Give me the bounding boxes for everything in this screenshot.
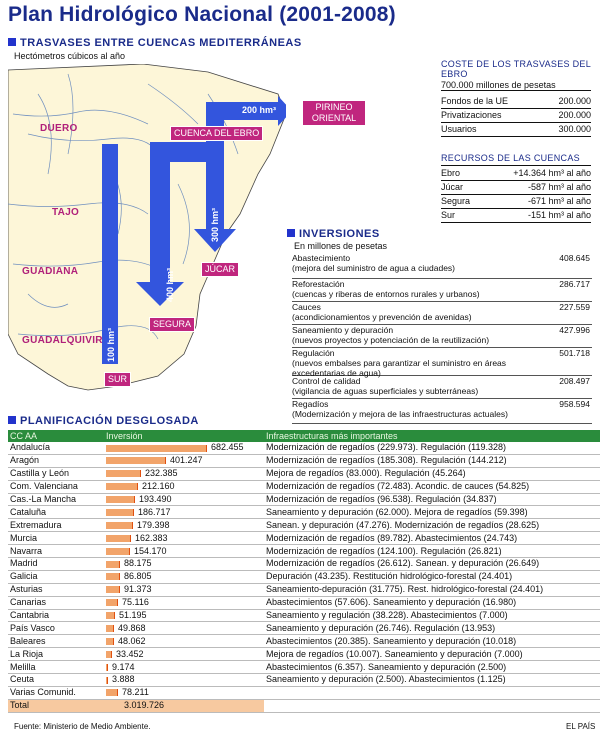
box-jucar: JÚCAR <box>201 262 239 277</box>
inversion-cell <box>104 558 264 571</box>
recursos-label: Ebro <box>441 168 461 178</box>
inversion-bar <box>106 548 130 555</box>
square-bullet-icon <box>8 416 16 424</box>
inversion-cell <box>104 583 264 596</box>
inversion-value: 682.455 <box>211 442 244 453</box>
table-row <box>8 583 600 596</box>
inversion-cell <box>104 635 264 648</box>
col-header-inversion: Inversión <box>104 430 264 442</box>
coste-value: 300.000 <box>558 124 591 134</box>
inversion-bar <box>106 509 134 516</box>
inversion-bar <box>106 445 207 452</box>
ccaa-cell: Melilla <box>8 661 104 674</box>
coste-value: 200.000 <box>558 110 591 120</box>
inversion-value: 212.160 <box>142 481 175 492</box>
ccaa-cell: Ceuta <box>8 674 104 687</box>
infra-cell: Modernización de regadíos (124.100). Regulación (26.821) <box>264 545 600 558</box>
table-row <box>8 609 600 622</box>
ccaa-cell: Murcia <box>8 532 104 545</box>
coste-row <box>441 123 591 137</box>
table-row <box>8 661 600 674</box>
table-row <box>8 454 600 467</box>
inversion-row <box>292 348 592 376</box>
recursos-row <box>441 181 591 195</box>
table-row <box>8 635 600 648</box>
infra-cell: Mejora de regadíos (83.000). Regulación (45.264) <box>264 467 600 480</box>
inversion-cell <box>104 661 264 674</box>
table-row <box>8 558 600 571</box>
inversion-value: 179.398 <box>137 519 170 530</box>
inversion-value: 49.868 <box>118 622 146 633</box>
infra-cell: Abastecimientos (57.606). Saneamiento y depuración (16.980) <box>264 596 600 609</box>
infra-cell: Abastecimientos (6.357). Saneamiento y depuración (2.500) <box>264 661 600 674</box>
inversion-row <box>292 399 592 424</box>
recursos-row <box>441 167 591 181</box>
recursos-title: RECURSOS DE LAS CUENCAS <box>441 153 591 166</box>
river-label-tajo: TAJO <box>52 207 80 218</box>
total-label: Total <box>8 699 104 712</box>
inversiones-unit: En millones de pesetas <box>294 241 388 251</box>
inversion-cell <box>104 596 264 609</box>
inversion-cell <box>104 442 264 454</box>
infra-cell: Saneamiento y depuración (2.500). Abastecimientos (1.125) <box>264 674 600 687</box>
inversion-bar <box>106 677 108 684</box>
infra-cell: Modernización de regadíos (26.612). Sanean. y depuración (26.649) <box>264 558 600 571</box>
recursos-label: Júcar <box>441 182 464 192</box>
coste-value: 200.000 <box>558 96 591 106</box>
total-empty-cell <box>264 699 600 712</box>
source-note: Fuente: Ministerio de Medio Ambiente. <box>14 722 151 731</box>
ccaa-cell: Andalucía <box>8 442 104 454</box>
coste-row <box>441 109 591 123</box>
inversion-desc: (vigilancia de aguas superficiales y subterráneas) <box>292 386 479 396</box>
inversion-cell <box>104 622 264 635</box>
infra-cell: Saneamiento y depuración (26.746). Regulación (13.953) <box>264 622 600 635</box>
flow-label-sur: 100 hm³ <box>106 327 116 362</box>
table-row <box>8 648 600 661</box>
inversion-value: 227.559 <box>559 302 590 312</box>
river-label-guadalquivir: GUADALQUIVIR <box>22 335 103 346</box>
inversion-bar <box>106 561 120 568</box>
coste-subtitle: 700.000 millones de pesetas <box>441 80 591 91</box>
table-row <box>8 532 600 545</box>
inversion-value: 86.805 <box>124 571 152 582</box>
recursos-row <box>441 195 591 209</box>
unit-label: Hectómetros cúbicos al año <box>14 51 126 61</box>
inversion-cell <box>104 519 264 532</box>
inversion-cell <box>104 674 264 687</box>
infra-cell: Modernización de regadíos (89.782). Abastecimientos (24.743) <box>264 532 600 545</box>
inversion-value: 186.717 <box>138 506 171 517</box>
inversion-label: Regulación <box>292 348 335 358</box>
inversion-row <box>292 325 592 348</box>
col-header-infra: Infraestructuras más importantes <box>264 430 600 442</box>
inversion-cell <box>104 545 264 558</box>
inversion-value: 88.175 <box>124 558 152 569</box>
inversion-value: 286.717 <box>559 279 590 289</box>
infra-cell: Saneamiento-depuración (31.775). Rest. hidrológico-forestal (24.401) <box>264 583 600 596</box>
inversion-value: 958.594 <box>559 399 590 409</box>
ccaa-cell: Baleares <box>8 635 104 648</box>
recursos-value: +14.364 hm³ al año <box>513 168 591 178</box>
inversion-cell <box>104 493 264 506</box>
inversion-value: 75.116 <box>122 597 149 608</box>
coste-label: Usuarios <box>441 124 477 134</box>
inversion-row <box>292 279 592 302</box>
coste-title: COSTE DE LOS TRASVASES DEL EBRO <box>441 59 591 79</box>
inversion-value: 78.211 <box>122 687 149 698</box>
infra-cell: Abastecimientos (20.385). Saneamiento y depuración (10.018) <box>264 635 600 648</box>
box-segura: SEGURA <box>149 317 195 332</box>
ccaa-cell: País Vasco <box>8 622 104 635</box>
table-row <box>8 686 600 699</box>
inversion-row <box>292 376 592 399</box>
inversion-value: 401.247 <box>170 455 203 466</box>
square-bullet-icon <box>287 229 295 237</box>
inversion-desc: (nuevos embalses para garantizar el suministro en áreas excedentarias de agua) <box>292 358 507 378</box>
section-trasvases-label: TRASVASES ENTRE CUENCAS MEDITERRÁNEAS <box>20 37 302 49</box>
coste-label: Fondos de la UE <box>441 96 509 106</box>
inversion-row <box>292 253 592 279</box>
inversion-value: 91.373 <box>124 584 152 595</box>
inversion-desc: (Modernización y mejora de las infraestructuras actuales) <box>292 409 508 419</box>
inversion-cell <box>104 686 264 699</box>
ccaa-cell: Madrid <box>8 558 104 571</box>
inversion-desc: (cuencas y riberas de entornos rurales y urbanos) <box>292 289 480 299</box>
ccaa-cell: Aragón <box>8 454 104 467</box>
coste-panel <box>441 59 591 137</box>
table-row <box>8 519 600 532</box>
inversion-cell <box>104 467 264 480</box>
inversion-bar <box>106 470 141 477</box>
ccaa-cell: Varias Comunid. <box>8 686 104 699</box>
planificacion-table <box>8 430 600 713</box>
inversion-desc: (acondicionamientos y prevención de avenidas) <box>292 312 472 322</box>
table-row <box>8 570 600 583</box>
inversion-value: 33.452 <box>116 648 144 659</box>
inversion-bar <box>106 625 114 632</box>
inversion-label: Regadíos <box>292 399 329 409</box>
infra-cell: Modernización de regadíos (185.308). Regulación (144.212) <box>264 454 600 467</box>
inversion-bar <box>106 651 112 658</box>
inversion-value: 193.490 <box>139 494 172 504</box>
infra-cell: Depuración (43.235). Restitución hidrológico-forestal (24.401) <box>264 570 600 583</box>
inversion-label: Abastecimiento <box>292 253 351 263</box>
table-row <box>8 493 600 506</box>
inversion-label: Control de calidad <box>292 376 361 386</box>
inversion-value: 427.996 <box>559 325 590 335</box>
recursos-label: Sur <box>441 210 456 220</box>
inversion-bar <box>106 522 133 529</box>
recursos-value: -151 hm³ al año <box>527 210 591 220</box>
inversion-bar <box>106 638 114 645</box>
infra-cell: Mejora de regadíos (10.007). Saneamiento y depuración (7.000) <box>264 648 600 661</box>
inversion-cell <box>104 609 264 622</box>
table-header-row <box>8 430 600 442</box>
inversion-bar <box>106 457 166 464</box>
section-planificacion-title <box>8 415 199 427</box>
inversion-cell <box>104 480 264 493</box>
table-row <box>8 596 600 609</box>
recursos-panel <box>441 153 591 223</box>
inversion-desc: (nuevos proyectos y potenciación de la reutilización) <box>292 335 490 345</box>
ccaa-cell: Canarias <box>8 596 104 609</box>
col-header-ccaa: CC AA <box>8 430 104 442</box>
inversion-bar <box>106 573 120 580</box>
inversion-value: 501.718 <box>559 348 590 358</box>
recursos-row <box>441 209 591 223</box>
section-inversiones-label: INVERSIONES <box>299 228 380 240</box>
infra-cell: Saneamiento y regulación (38.228). Abastecimientos (7.000) <box>264 609 600 622</box>
inversion-value: 48.062 <box>118 635 146 646</box>
section-planificacion-label: PLANIFICACIÓN DESGLOSADA <box>20 415 199 427</box>
inversion-bar <box>106 535 131 542</box>
inversion-value: 154.170 <box>134 545 167 556</box>
inversion-row <box>292 302 592 325</box>
recursos-value: -587 hm³ al año <box>527 182 591 192</box>
ccaa-cell: Galicia <box>8 570 104 583</box>
square-bullet-icon <box>8 38 16 46</box>
inversion-value: 3.888 <box>112 674 135 685</box>
box-sur: SUR <box>104 372 131 387</box>
table-row <box>8 506 600 519</box>
box-cuenca-ebro: CUENCA DEL EBRO <box>170 126 263 141</box>
ccaa-cell: Navarra <box>8 545 104 558</box>
inversion-cell <box>104 532 264 545</box>
ccaa-cell: Extremadura <box>8 519 104 532</box>
table-row <box>8 545 600 558</box>
ccaa-cell: Asturias <box>8 583 104 596</box>
inversion-cell <box>104 570 264 583</box>
inversion-bar <box>106 664 108 671</box>
infra-cell: Modernización de regadíos (72.483). Acondic. de cauces (54.825) <box>264 480 600 493</box>
ccaa-cell: Cantabria <box>8 609 104 622</box>
ccaa-cell: Com. Valenciana <box>8 480 104 493</box>
inversion-value: 232.385 <box>145 468 178 479</box>
inversion-value: 208.497 <box>559 376 590 386</box>
page-title: Plan Hidrológico Nacional (2001-2008) <box>8 3 396 26</box>
coste-label: Privatizaciones <box>441 110 502 120</box>
inversion-value: 162.383 <box>135 532 168 543</box>
flow-label-jucar: 300 hm³ <box>210 207 220 242</box>
total-value: 3.019.726 <box>104 699 264 712</box>
box-pirineo-oriental: PIRINEO ORIENTAL <box>302 100 366 126</box>
ccaa-cell: Castilla y León <box>8 467 104 480</box>
credit-label: EL PAÍS <box>566 722 596 731</box>
section-inversiones-title <box>287 228 380 240</box>
inversion-value: 9.174 <box>112 661 135 672</box>
inversion-cell <box>104 454 264 467</box>
table-row <box>8 674 600 687</box>
inversion-value: 51.195 <box>119 610 147 621</box>
inversion-value: 408.645 <box>559 253 590 263</box>
recursos-label: Segura <box>441 196 471 206</box>
inversion-bar <box>106 612 115 619</box>
flow-label-segura: 400 hm³ <box>165 267 175 302</box>
recursos-value: -671 hm³ al año <box>527 196 591 206</box>
inversion-bar <box>106 689 118 696</box>
inversion-bar <box>106 586 120 593</box>
table-row <box>8 442 600 454</box>
table-row <box>8 467 600 480</box>
inversion-bar <box>106 599 118 606</box>
inversion-cell <box>104 648 264 661</box>
infra-cell: Sanean. y depuración (47.276). Modernización de regadíos (28.625) <box>264 519 600 532</box>
inversion-label: Saneamiento y depuración <box>292 325 394 335</box>
inversion-label: Cauces <box>292 302 321 312</box>
inversion-desc: (mejora del suministro de agua a ciudades) <box>292 263 456 273</box>
river-label-guadiana: GUADIANA <box>22 266 79 277</box>
ccaa-cell: La Rioja <box>8 648 104 661</box>
flow-label-pirineo: 200 hm³ <box>242 105 277 115</box>
coste-row <box>441 95 591 109</box>
inversion-cell <box>104 506 264 519</box>
section-trasvases-title <box>8 37 302 49</box>
ccaa-cell: Cas.-La Mancha <box>8 493 104 506</box>
table-row <box>8 622 600 635</box>
total-row <box>8 699 600 712</box>
infra-cell: Modernización de regadíos (96.538). Regulación (34.837) <box>264 493 600 506</box>
river-label-duero: DUERO <box>40 123 78 134</box>
inversion-bar <box>106 483 138 490</box>
inversion-label: Reforestación <box>292 279 345 289</box>
ccaa-cell: Cataluña <box>8 506 104 519</box>
infra-cell: Saneamiento y depuración (62.000). Mejora de regadíos (59.398) <box>264 506 600 519</box>
infra-cell <box>264 686 600 699</box>
table-row <box>8 480 600 493</box>
inversion-bar <box>106 496 135 503</box>
infra-cell: Modernización de regadíos (229.973). Regulación (119.328) <box>264 442 600 454</box>
